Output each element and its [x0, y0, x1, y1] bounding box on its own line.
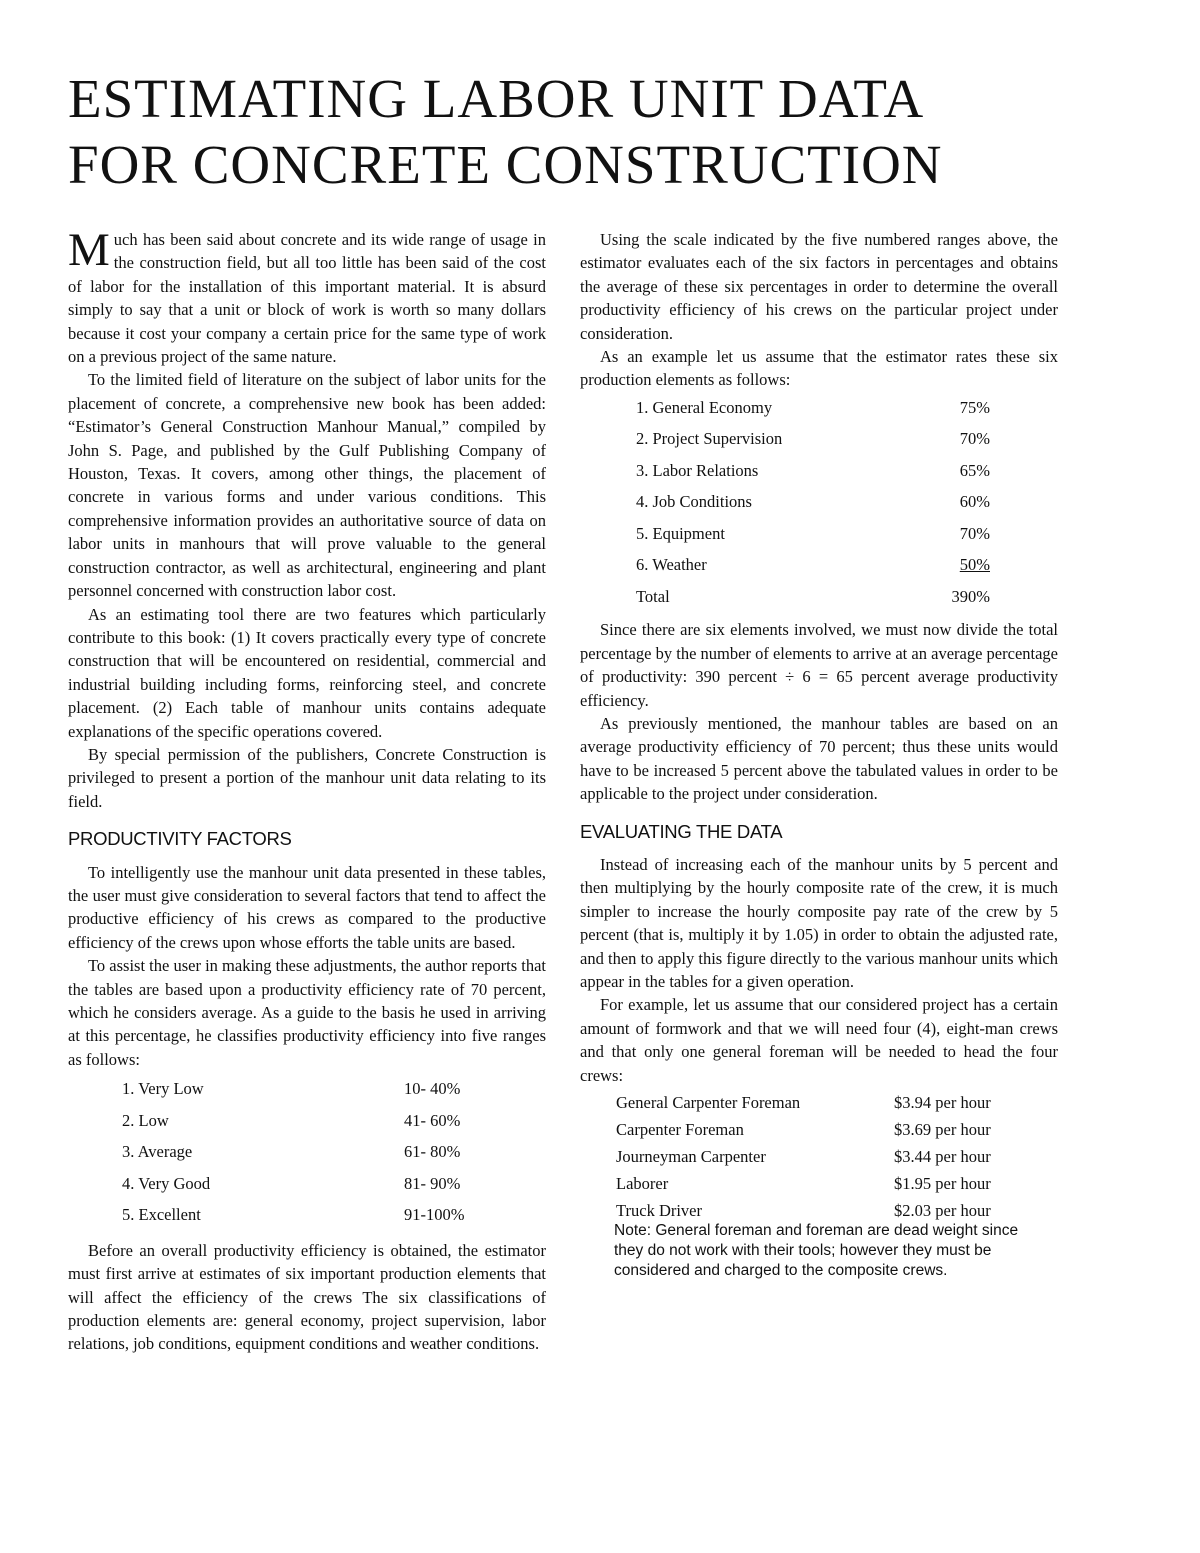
evaluating-paragraph-1: Instead of increasing each of the manhour units by 5 percent and then multiplying by the hourly composite rate of the crew, it is much simpler to increase the hourly composite pay rate of the crew by 5 percent (that is, multiply it by 1.05) in order to obtain the adjusted rate, and then to apply this figure directly to the various manhour units which appear in the tables for a given operation.	[580, 855, 1058, 992]
element-label: 4. Job Conditions	[636, 492, 752, 512]
intro-paragraph-4: By special permission of the publishers, Concrete Construction is privileged to present a portion of the manhour unit data relating to its field.	[68, 744, 546, 811]
range-value: 91-100%	[404, 1205, 465, 1225]
right-column	[580, 228, 1058, 1281]
element-pct: 70%	[959, 523, 990, 543]
productivity-paragraph-5: As an example let us assume that the estimator rates these six production elements as follows:	[580, 347, 1058, 390]
productivity-paragraph-4: Using the scale indicated by the five numbered ranges above, the estimator evaluates each of the six factors in percentages and obtains the average of these six percentages in order to determine the overall productivity efficiency of his crews on the particular project under consideration.	[580, 230, 1058, 343]
intro-paragraph-3: As an estimating tool there are two features which particularly contribute to this book: (1) It covers practically every type of concrete construction that will be encountered on residential, commercial and industrial building including forms, reinforcing steel, and concrete placement. (2) Each table of manhour units contains adequate explanations of the specific operations covered.	[68, 604, 546, 741]
rate-value: $2.03 per hour	[894, 1201, 991, 1221]
element-label: 2. Project Supervision	[636, 429, 783, 449]
element-pct: 65%	[959, 460, 990, 480]
range-value: 61- 80%	[404, 1142, 461, 1162]
element-pct: 75%	[959, 397, 990, 417]
table-row	[636, 522, 990, 554]
pay-rates-table	[616, 1091, 991, 1226]
table-row	[636, 459, 990, 491]
element-pct: 60%	[959, 492, 990, 512]
table-row	[636, 490, 990, 522]
table-row	[122, 1203, 465, 1235]
intro-paragraph-1-text: uch has been said about concrete and its wide range of usage in the construction field, but all too little has been said of the cost of labor for the installation of this important material. It is absurd simply to say that a unit or block of work is worth so many dollars because it cost your company a certain price for the same type of work on a previous project of the same nature.	[68, 230, 546, 367]
rate-role: Laborer	[616, 1174, 669, 1194]
range-label: 3. Average	[122, 1142, 193, 1162]
production-elements-table	[636, 396, 990, 617]
range-label: 1. Very Low	[122, 1079, 204, 1099]
table-row	[122, 1172, 465, 1204]
table-row	[616, 1145, 991, 1172]
pay-rates-note: Note: General foreman and foreman are dead weight since they do not work with their tools; however they must be considered and charged to the composite crews.	[614, 1222, 1019, 1280]
element-label: 6. Weather	[636, 555, 707, 575]
productivity-paragraph-6: Since there are six elements involved, we must now divide the total percentage by the number of elements to arrive at an average percentage of productivity: 390 percent ÷ 6 = 65 percent average productivity efficiency.	[580, 620, 1058, 710]
element-label: 5. Equipment	[636, 523, 725, 543]
rate-value: $1.95 per hour	[894, 1174, 991, 1194]
intro-paragraph-1	[68, 224, 546, 368]
evaluating-paragraph-2: For example, let us assume that our considered project has a certain amount of formwork and that we will need four (4), eight-man crews and that only one general foreman will be needed to head the four crews:	[580, 995, 1058, 1085]
rate-role: Carpenter Foreman	[616, 1120, 744, 1140]
drop-cap: M	[68, 224, 110, 276]
range-value: 41- 60%	[404, 1110, 461, 1130]
rate-value: $3.94 per hour	[894, 1093, 991, 1113]
rate-value: $3.44 per hour	[894, 1147, 991, 1167]
table-row	[616, 1172, 991, 1199]
title-line-2: FOR CONCRETE CONSTRUCTION	[68, 134, 943, 195]
rate-role: Journeyman Carpenter	[616, 1147, 766, 1167]
table-row	[122, 1077, 465, 1109]
table-row	[636, 553, 990, 585]
total-pct: 390%	[951, 586, 990, 606]
element-pct: 50%	[959, 555, 990, 575]
table-row	[636, 427, 990, 459]
range-label: 5. Excellent	[122, 1205, 201, 1225]
rate-role: General Carpenter Foreman	[616, 1093, 801, 1113]
table-row	[122, 1140, 465, 1172]
range-label: 4. Very Good	[122, 1173, 211, 1193]
element-label: 1. General Economy	[636, 397, 773, 417]
range-value: 81- 90%	[404, 1173, 461, 1193]
efficiency-ranges-table	[122, 1077, 465, 1235]
table-row	[616, 1118, 991, 1145]
page-title	[68, 66, 1148, 198]
productivity-paragraph-7: As previously mentioned, the manhour tables are based on an average productivity efficiency of 70 percent; thus these units would have to be increased 5 percent above the tabulated values in order to be applicable to the project under consideration.	[580, 713, 1058, 804]
heading-productivity-factors: PRODUCTIVITY FACTORS	[68, 828, 292, 850]
heading-evaluating-the-data: EVALUATING THE DATA	[580, 820, 783, 842]
element-pct: 70%	[959, 429, 990, 449]
productivity-paragraph-2: To assist the user in making these adjustments, the author reports that the tables are based upon a productivity efficiency rate of 70 percent, which he considers average. As a guide to the basis he used in arriving at this percentage, he classifies productivity efficiency into five ranges as follows:	[68, 956, 547, 1069]
productivity-paragraph-1: To intelligently use the manhour unit data presented in these tables, the user must give consideration to several factors that tend to affect the productive efficiency of his crews as compared to the productive efficiency of the crews upon whose efforts the table units are based.	[68, 862, 546, 952]
total-label: Total	[636, 586, 670, 606]
table-row	[636, 396, 990, 428]
table-row	[616, 1091, 991, 1118]
table-row	[122, 1109, 465, 1141]
title-line-1: ESTIMATING LABOR UNIT DATA	[68, 68, 925, 129]
range-label: 2. Low	[122, 1110, 169, 1130]
element-label: 3. Labor Relations	[636, 460, 759, 480]
productivity-paragraph-3: Before an overall productivity efficiency is obtained, the estimator must first arrive at estimates of six important production elements that will affect the efficiency of the crews The six classifications of production elements are: general economy, project supervision, labor relations, job conditions, equipment conditions and weather conditions.	[68, 1240, 546, 1354]
intro-paragraph-2: To the limited field of literature on the subject of labor units for the placement of concrete, a comprehensive new book has been added: “Estimator’s General Construction Manhour Manual,” compiled by John S. Page, and published by the Gulf Publishing Company of Houston, Texas. It covers, among other things, the placement of concrete in various forms and under various conditions. This comprehensive information provides an authoritative source of data on labor units in manhours that will prove valuable to the general construction contractor, as well as architectural, engineering and plant personnel concerned with construction labor cost.	[68, 370, 546, 601]
rate-role: Truck Driver	[616, 1201, 703, 1221]
left-column	[68, 224, 547, 1356]
table-row-total	[636, 585, 990, 617]
range-value: 10- 40%	[404, 1079, 461, 1099]
rate-value: $3.69 per hour	[894, 1120, 991, 1140]
